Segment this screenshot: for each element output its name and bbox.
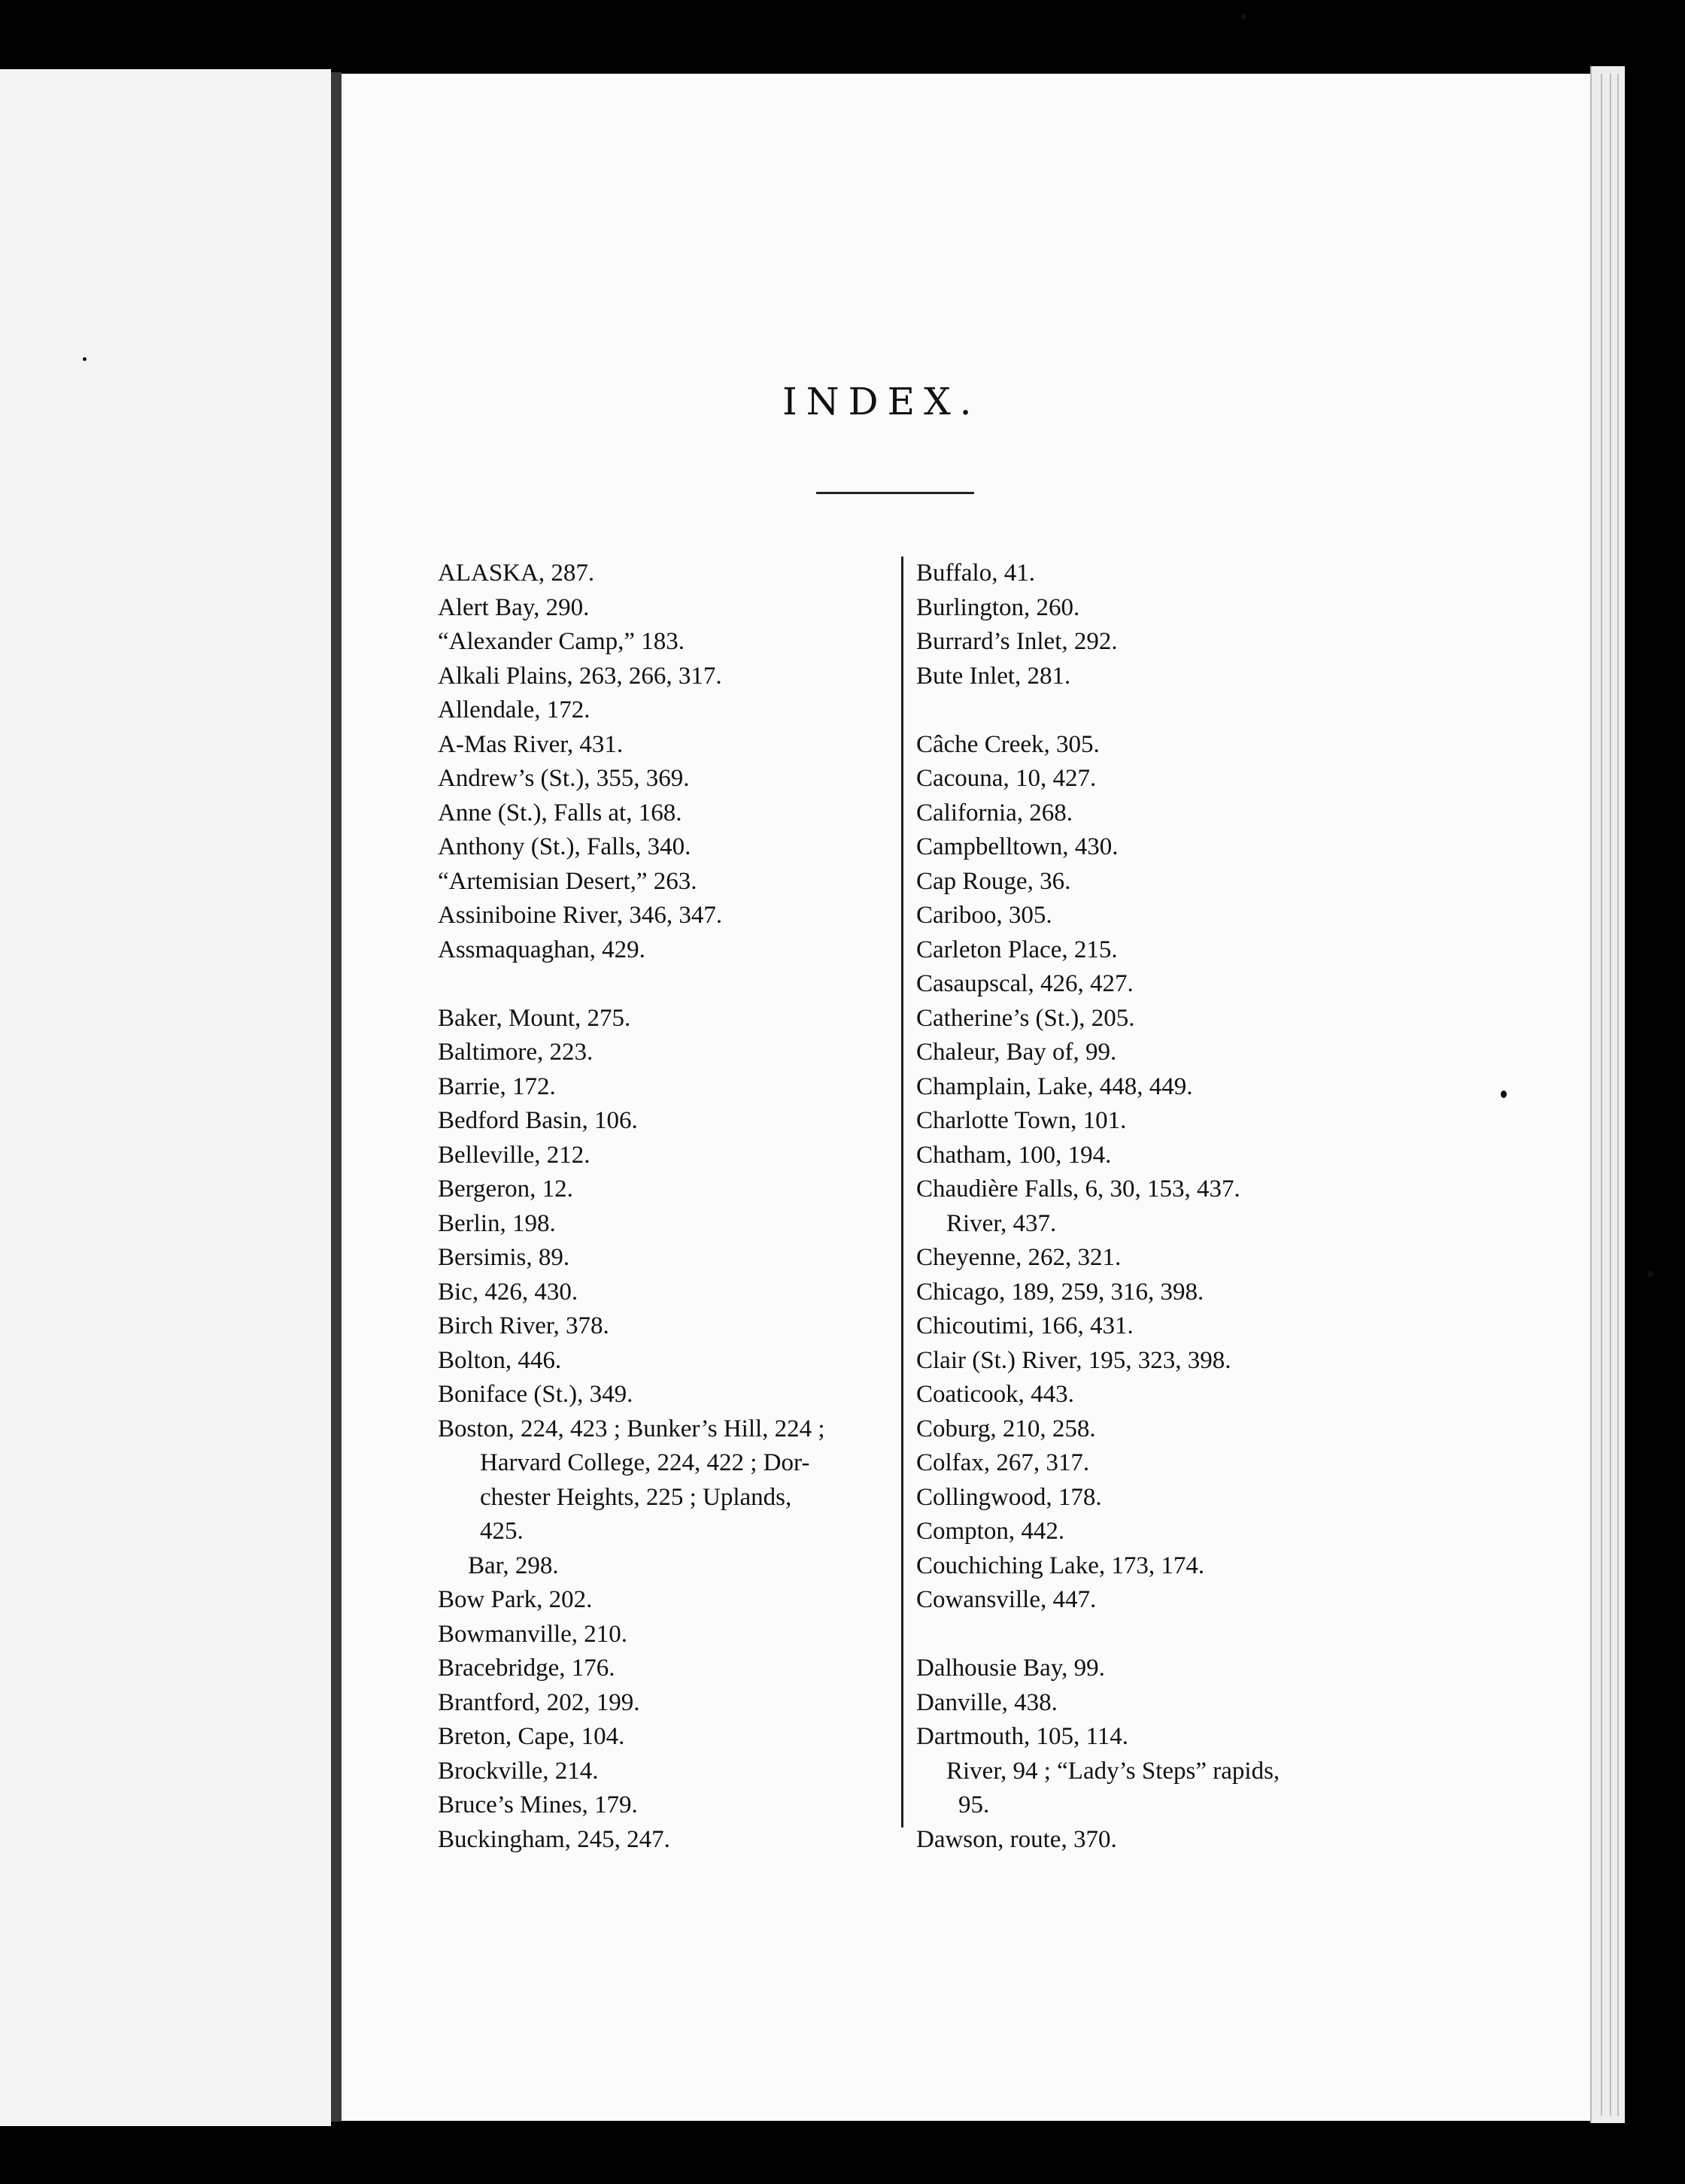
dust-speck [1647,1271,1653,1277]
index-entry: Barrie, 172. [438,1072,556,1100]
index-entry: Alert Bay, 290. [438,593,590,621]
column-divider [901,557,903,1828]
index-entry: Bolton, 446. [438,1346,562,1374]
index-entry: Chicago, 189, 259, 316, 398. [916,1278,1204,1306]
dust-speck [83,357,87,361]
index-entry: Anne (St.), Falls at, 168. [438,799,682,827]
index-entry: Bruce’s Mines, 179. [438,1791,638,1818]
index-entry: Anthony (St.), Falls, 340. [438,833,691,860]
index-entry: 95. [958,1791,990,1818]
book-gutter [331,72,342,2122]
index-column-left [438,557,893,1857]
page-stack-edge [1590,66,1625,2123]
index-entry: Bowmanville, 210. [438,1620,628,1648]
index-entry: Burlington, 260. [916,593,1080,621]
section-gap [916,693,1368,728]
index-entry: Chicoutimi, 166, 431. [916,1312,1134,1339]
index-entry: Cowansville, 447. [916,1586,1097,1613]
index-entry: Brockville, 214. [438,1757,599,1785]
index-entry: Alkali Plains, 263, 266, 317. [438,662,722,690]
index-entry: Coburg, 210, 258. [916,1415,1096,1442]
index-entry: Chaudière Falls, 6, 30, 153, 437. [916,1175,1240,1203]
page-edge-line [1617,74,1619,2116]
index-entry: River, 94 ; “Lady’s Steps” rapids, [946,1757,1280,1785]
index-entry: Dartmouth, 105, 114. [916,1723,1128,1750]
index-entry: Dawson, route, 370. [916,1825,1117,1853]
index-entry: Cheyenne, 262, 321. [916,1244,1122,1271]
index-entry: Assmaquaghan, 429. [438,936,645,963]
index-entry: Burrard’s Inlet, 292. [916,628,1118,655]
index-entry: Bracebridge, 176. [438,1655,615,1682]
section-gap [916,1618,1368,1652]
index-entry: Andrew’s (St.), 355, 369. [438,765,690,792]
index-entry: Allendale, 172. [438,696,591,723]
index-entry: ALASKA, 287. [438,560,595,587]
index-entry: A-Mas River, 431. [438,730,624,758]
dust-speck [1241,14,1246,20]
index-entry: Brantford, 202, 199. [438,1688,640,1716]
index-entry: Bedford Basin, 106. [438,1107,638,1134]
index-entry: Boston, 224, 423 ; Bunker’s Hill, 224 ; [438,1415,825,1442]
index-entry: Cacouna, 10, 427. [916,765,1097,792]
index-entry: Collingwood, 178. [916,1483,1102,1511]
index-entry: Baltimore, 223. [438,1039,594,1066]
index-entry: Danville, 438. [916,1688,1058,1716]
index-entry: Berlin, 198. [438,1209,556,1237]
index-entry: Cariboo, 305. [916,902,1052,929]
index-entry: Breton, Cape, 104. [438,1723,625,1750]
index-entry: Assiniboine River, 346, 347. [438,902,723,929]
index-entry: Campbelltown, 430. [916,833,1119,860]
index-entry: Colfax, 267, 317. [916,1449,1090,1476]
page-title: INDEX. [782,380,981,423]
index-entry: Carleton Place, 215. [916,936,1118,963]
index-entry: Coaticook, 443. [916,1381,1074,1408]
index-column-right [916,557,1368,1857]
index-entry: River, 437. [946,1209,1057,1237]
facing-page-edge [0,69,331,2126]
index-entry: Buffalo, 41. [916,560,1035,587]
index-entry: Bute Inlet, 281. [916,662,1071,690]
index-entry: Chatham, 100, 194. [916,1141,1112,1169]
page-edge-line [1610,74,1611,2116]
section-gap [438,967,893,1002]
index-entry: Bow Park, 202. [438,1586,593,1613]
index-entry: chester Heights, 225 ; Uplands, [480,1483,792,1511]
index-entry: Cap Rouge, 36. [916,867,1071,895]
index-entry: Casaupscal, 426, 427. [916,970,1134,997]
index-entry: Champlain, Lake, 448, 449. [916,1072,1193,1100]
index-entry: Compton, 442. [916,1518,1065,1545]
dust-speck [1501,1090,1507,1098]
index-entry: 425. [480,1518,524,1545]
index-entry: Dalhousie Bay, 99. [916,1655,1105,1682]
index-entry: Harvard College, 224, 422 ; Dor- [480,1449,810,1476]
page-edge-line [1601,74,1602,2116]
index-entry: Baker, Mount, 275. [438,1004,631,1032]
index-entry: Buckingham, 245, 247. [438,1825,670,1853]
index-entry: Bar, 298. [468,1552,559,1579]
index-entry: Belleville, 212. [438,1141,591,1169]
index-entry: Catherine’s (St.), 205. [916,1004,1135,1032]
index-entry: Charlotte Town, 101. [916,1107,1127,1134]
index-entry: Bic, 426, 430. [438,1278,578,1306]
index-entry: Câche Creek, 305. [916,730,1100,758]
index-entry: Clair (St.) River, 195, 323, 398. [916,1346,1231,1374]
index-entry: Birch River, 378. [438,1312,609,1339]
index-entry: “Artemisian Desert,” 263. [438,867,697,895]
index-entry: Bersimis, 89. [438,1244,570,1271]
index-entry: Boniface (St.), 349. [438,1381,633,1408]
title-rule [816,492,974,494]
index-entry: Chaleur, Bay of, 99. [916,1039,1117,1066]
index-entry: California, 268. [916,799,1073,827]
index-entry: Couchiching Lake, 173, 174. [916,1552,1205,1579]
index-entry: “Alexander Camp,” 183. [438,628,685,655]
index-entry: Bergeron, 12. [438,1175,573,1203]
